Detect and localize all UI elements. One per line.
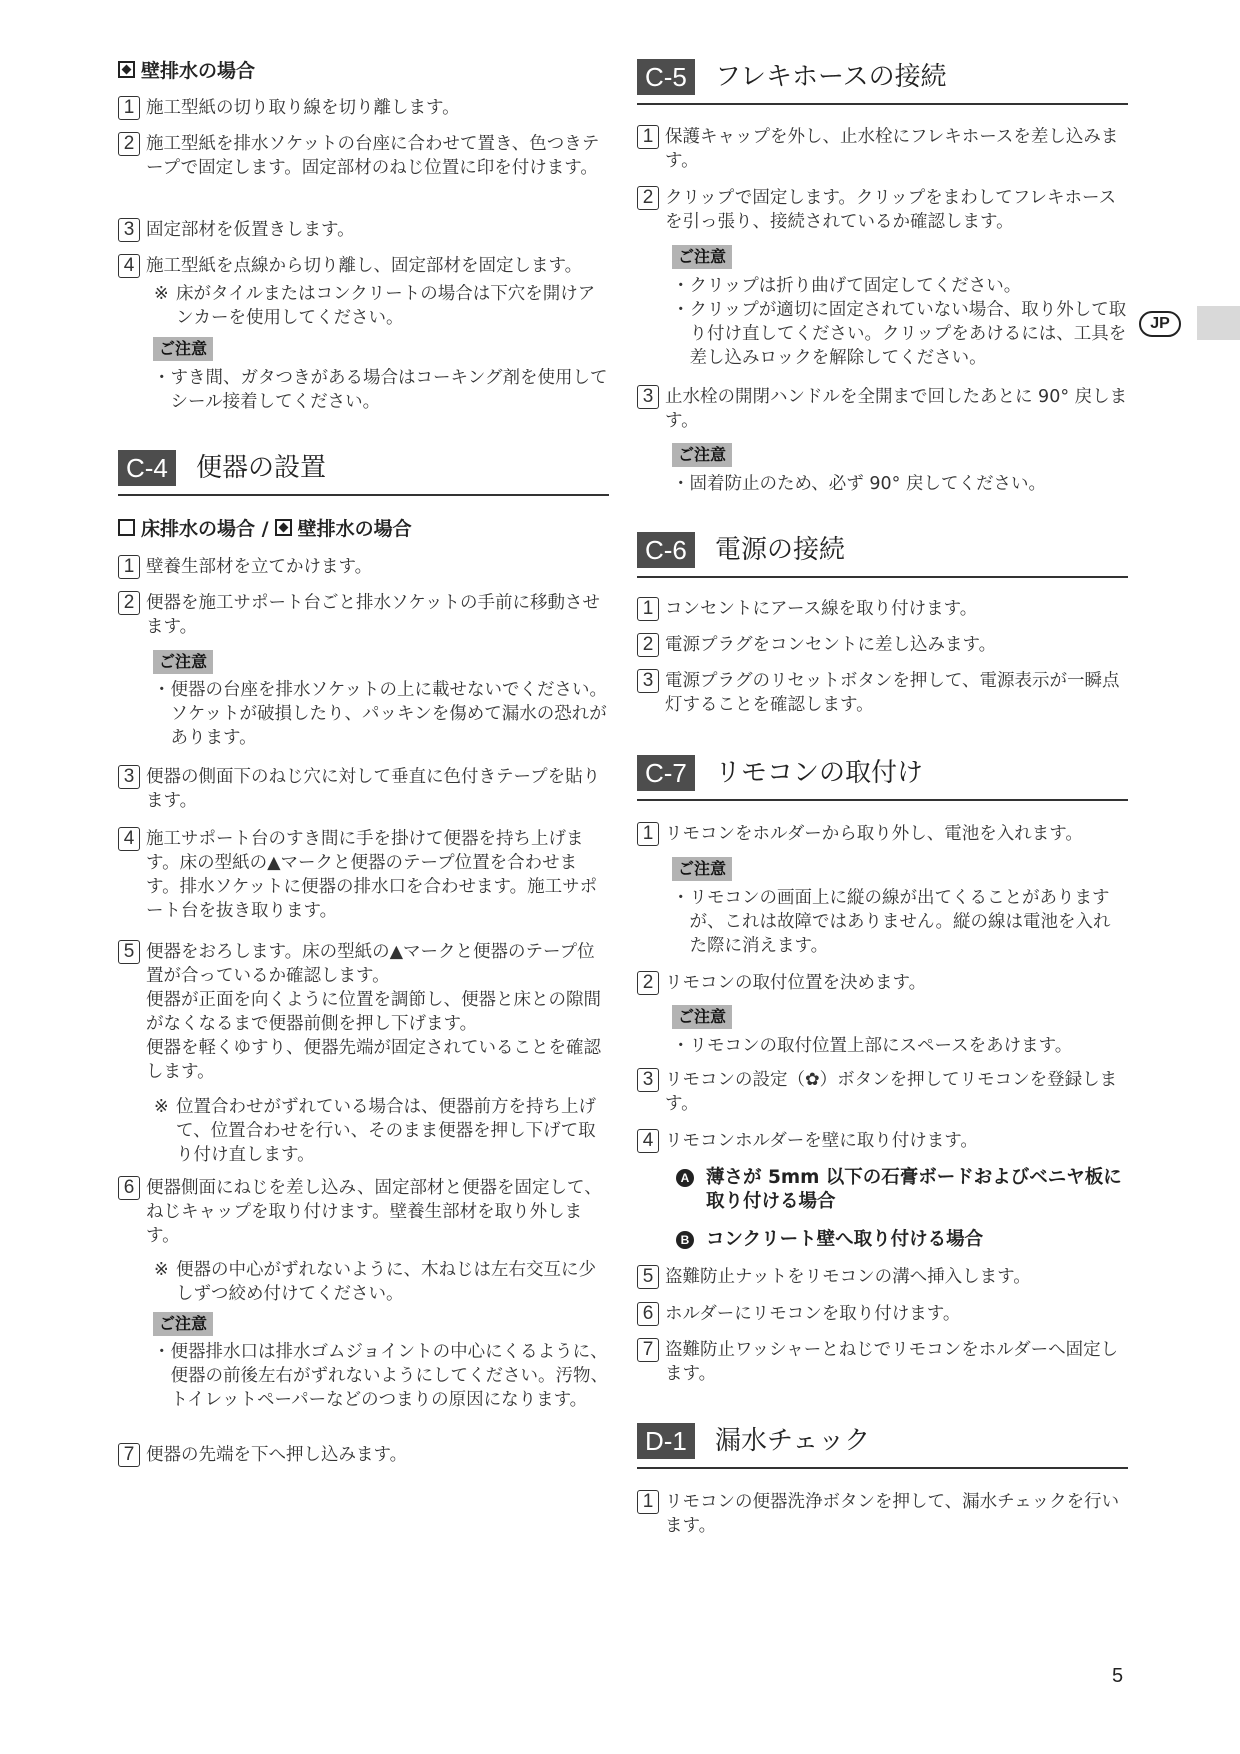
c4-step-2: 2 便器を施工サポート台ごと排水ソケットの手前に移動させます。 (118, 591, 609, 639)
wall-caution: ご注意 ・ すき間、ガタつきがある場合はコーキング剤を使用してシール接着してください。 (153, 339, 608, 412)
caution-bullet: ・ 固着防止のため、必ず 90° 戻してください。 (672, 474, 1046, 494)
caution-bullet: ・ リモコンの画面上に縦の線が出てくることがありますが、これは故障ではありません。縦の線は電池を入れた際に消えます。 (672, 888, 1111, 956)
language-badge: JP (1139, 311, 1181, 337)
caution-bullet: ・ リモコンの取付位置上部にスペースをあけます。 (672, 1036, 1073, 1056)
c7-caution-2: ご注意 ・ リモコンの取付位置上部にスペースをあけます。 (672, 1005, 1128, 1058)
c6-step-1: 1 コンセントにアース線を取り付けます。 (637, 597, 1128, 621)
c4-step-3: 3 便器の側面下のねじ穴に対して垂直に色付きテープを貼ります。 (118, 765, 609, 813)
caution-bullet: ・ 便器の台座を排水ソケットの上に載せないでください。ソケットが破損したり、パッキンを傷めて漏水の恐れがあります。 (153, 680, 607, 748)
c4-step-4: 4 施工サポート台のすき間に手を掛けて便器を持ち上げます。床の型紙の▲マークと便器のテープ位置を合わせます。排水ソケットに便器の排水口を合わせます。施工サポート台を抜き取ります。 (118, 827, 609, 923)
c5-caution-2: ご注意 ・ 固着防止のため、必ず 90° 戻してください。 (672, 443, 1128, 496)
caution-bullet: ・ すき間、ガタつきがある場合はコーキング剤を使用してシール接着してください。 (153, 368, 608, 412)
c7-step-6: 6 ホルダーにリモコンを取り付けます。 (637, 1302, 1128, 1326)
caution-bullet: ・ 便器排水口は排水ゴムジョイントの中心にくるように、便器の前後左右がずれないようにしてください。汚物、トイレットペーパーなどのつまりの原因になります。 (153, 1342, 608, 1410)
section-c6-title: C-6 電源の接続 (637, 532, 1128, 578)
c7-step-2: 2 リモコンの取付位置を決めます。 (637, 971, 1128, 995)
c4-step-6-remark: ※ 便器の中心がずれないように、木ねじは左右交互に少しずつ絞め付けてください。 (154, 1260, 596, 1304)
c4-step-1: 1 壁養生部材を立てかけます。 (118, 555, 609, 579)
wall-step-3: 3 固定部材を仮置きします。 (118, 218, 609, 242)
c5-step-1: 1 保護キャップを外し、止水栓にフレキホースを差し込みます。 (637, 125, 1128, 173)
wall-drain-icon (275, 519, 292, 536)
caution-bullet: ・ クリップは折り曲げて固定してください。 (672, 276, 1022, 296)
c7-step-1: 1 リモコンをホルダーから取り外し、電池を入れます。 (637, 822, 1128, 846)
c4-step-7: 7 便器の先端を下へ押し込みます。 (118, 1443, 609, 1467)
c7-step-4-option-b: B コンクリート壁へ取り付ける場合 (674, 1228, 1128, 1252)
wall-step-1: 1 施工型紙の切り取り線を切り離します。 (118, 96, 609, 120)
caution-bullet: ・ クリップが適切に固定されていない場合、取り外して取り付け直してください。クリップをあけるには、工具を差し込みロックを解除してください。 (672, 300, 1127, 368)
wall-step-2: 2 施工型紙を排水ソケットの台座に合わせて置き、色つきテープで固定します。固定部材のねじ位置に印を付けます。 (118, 132, 609, 180)
section-c5-title: C-5 フレキホースの接続 (637, 59, 1128, 105)
c7-caution-1: ご注意 ・ リモコンの画面上に縦の線が出てくることがありますが、これは故障ではありません。縦の線は電池を入れた際に消えます。 (672, 857, 1128, 958)
c7-step-4-option-a: A 薄さが 5mm 以下の石膏ボードおよびベニヤ板に取り付ける場合 (674, 1166, 1128, 1214)
c4-step-5-remark: ※ 位置合わせがずれている場合は、便器前方を持ち上げて、位置合わせを行い、そのまま便器を押し下げて取り付け直します。 (154, 1097, 596, 1165)
c5-caution-1: ご注意 ・ クリップは折り曲げて固定してください。 ・ クリップが適切に固定されていない場合、取り外して取り付け直してください。クリップをあけるには、工具を差し込みロックを解除してください。 (672, 247, 1127, 368)
section-d1-title: D-1 漏水チェック (637, 1423, 1128, 1469)
page-number: 5 (1112, 1665, 1124, 1687)
c5-step-3: 3 止水栓の開閉ハンドルを全開まで回したあとに 90° 戻します。 (637, 385, 1128, 433)
c7-step-4: 4 リモコンホルダーを壁に取り付けます。 (637, 1129, 1128, 1153)
side-index-tab (1197, 306, 1240, 340)
gear-icon: ✿ (805, 1070, 820, 1090)
c7-step-3: 3 リモコンの設定（✿）ボタンを押してリモコンを登録します。 (637, 1068, 1128, 1116)
wall-drain-heading: 壁排水の場合 (118, 56, 609, 82)
wall-step-4-remark: ※ 床がタイルまたはコンクリートの場合は下穴を開けアンカーを使用してください。 (154, 284, 596, 328)
section-c4-title: C-4 便器の設置 (118, 450, 609, 496)
wall-step-4: 4 施工型紙を点線から切り離し、固定部材を固定します。 (118, 254, 609, 278)
c4-step-5: 5 便器をおろします。床の型紙の▲マークと便器のテープ位置が合っているか確認します。 便器が正面を向くように位置を調節し、便器と床との隙間がなくなるまで便器前側を押し下げます。 便器を軽くゆすり、便器先端が固定されていることを確認します。 (118, 940, 609, 1084)
c4-caution-2: ご注意 ・ 便器排水口は排水ゴムジョイントの中心にくるように、便器の前後左右がずれないようにしてください。汚物、トイレットペーパーなどのつまりの原因になります。 (153, 1314, 608, 1410)
c6-step-2: 2 電源プラグをコンセントに差し込みます。 (637, 633, 1128, 657)
floor-drain-icon (118, 519, 135, 536)
c4-drain-heading: 床排水の場合 / 壁排水の場合 (118, 514, 609, 540)
c4-caution-1: ご注意 ・ 便器の台座を排水ソケットの上に載せないでください。ソケットが破損したり、パッキンを傷めて漏水の恐れがあります。 (153, 650, 609, 750)
c7-step-5: 5 盗難防止ナットをリモコンの溝へ挿入します。 (637, 1265, 1128, 1289)
c6-step-3: 3 電源プラグのリセットボタンを押して、電源表示が一瞬点灯することを確認します。 (637, 669, 1128, 717)
c5-step-2: 2 クリップで固定します。クリップをまわしてフレキホースを引っ張り、接続されているか確認します。 (637, 186, 1128, 234)
section-c7-title: C-7 リモコンの取付け (637, 755, 1128, 801)
d1-step-1: 1 リモコンの便器洗浄ボタンを押して、漏水チェックを行います。 (637, 1490, 1128, 1538)
c7-step-7: 7 盗難防止ワッシャーとねじでリモコンをホルダーへ固定します。 (637, 1338, 1128, 1386)
c4-step-6: 6 便器側面にねじを差し込み、固定部材と便器を固定して、ねじキャップを取り付けます。壁養生部材を取り外します。 (118, 1176, 609, 1248)
wall-drain-icon (118, 61, 135, 78)
